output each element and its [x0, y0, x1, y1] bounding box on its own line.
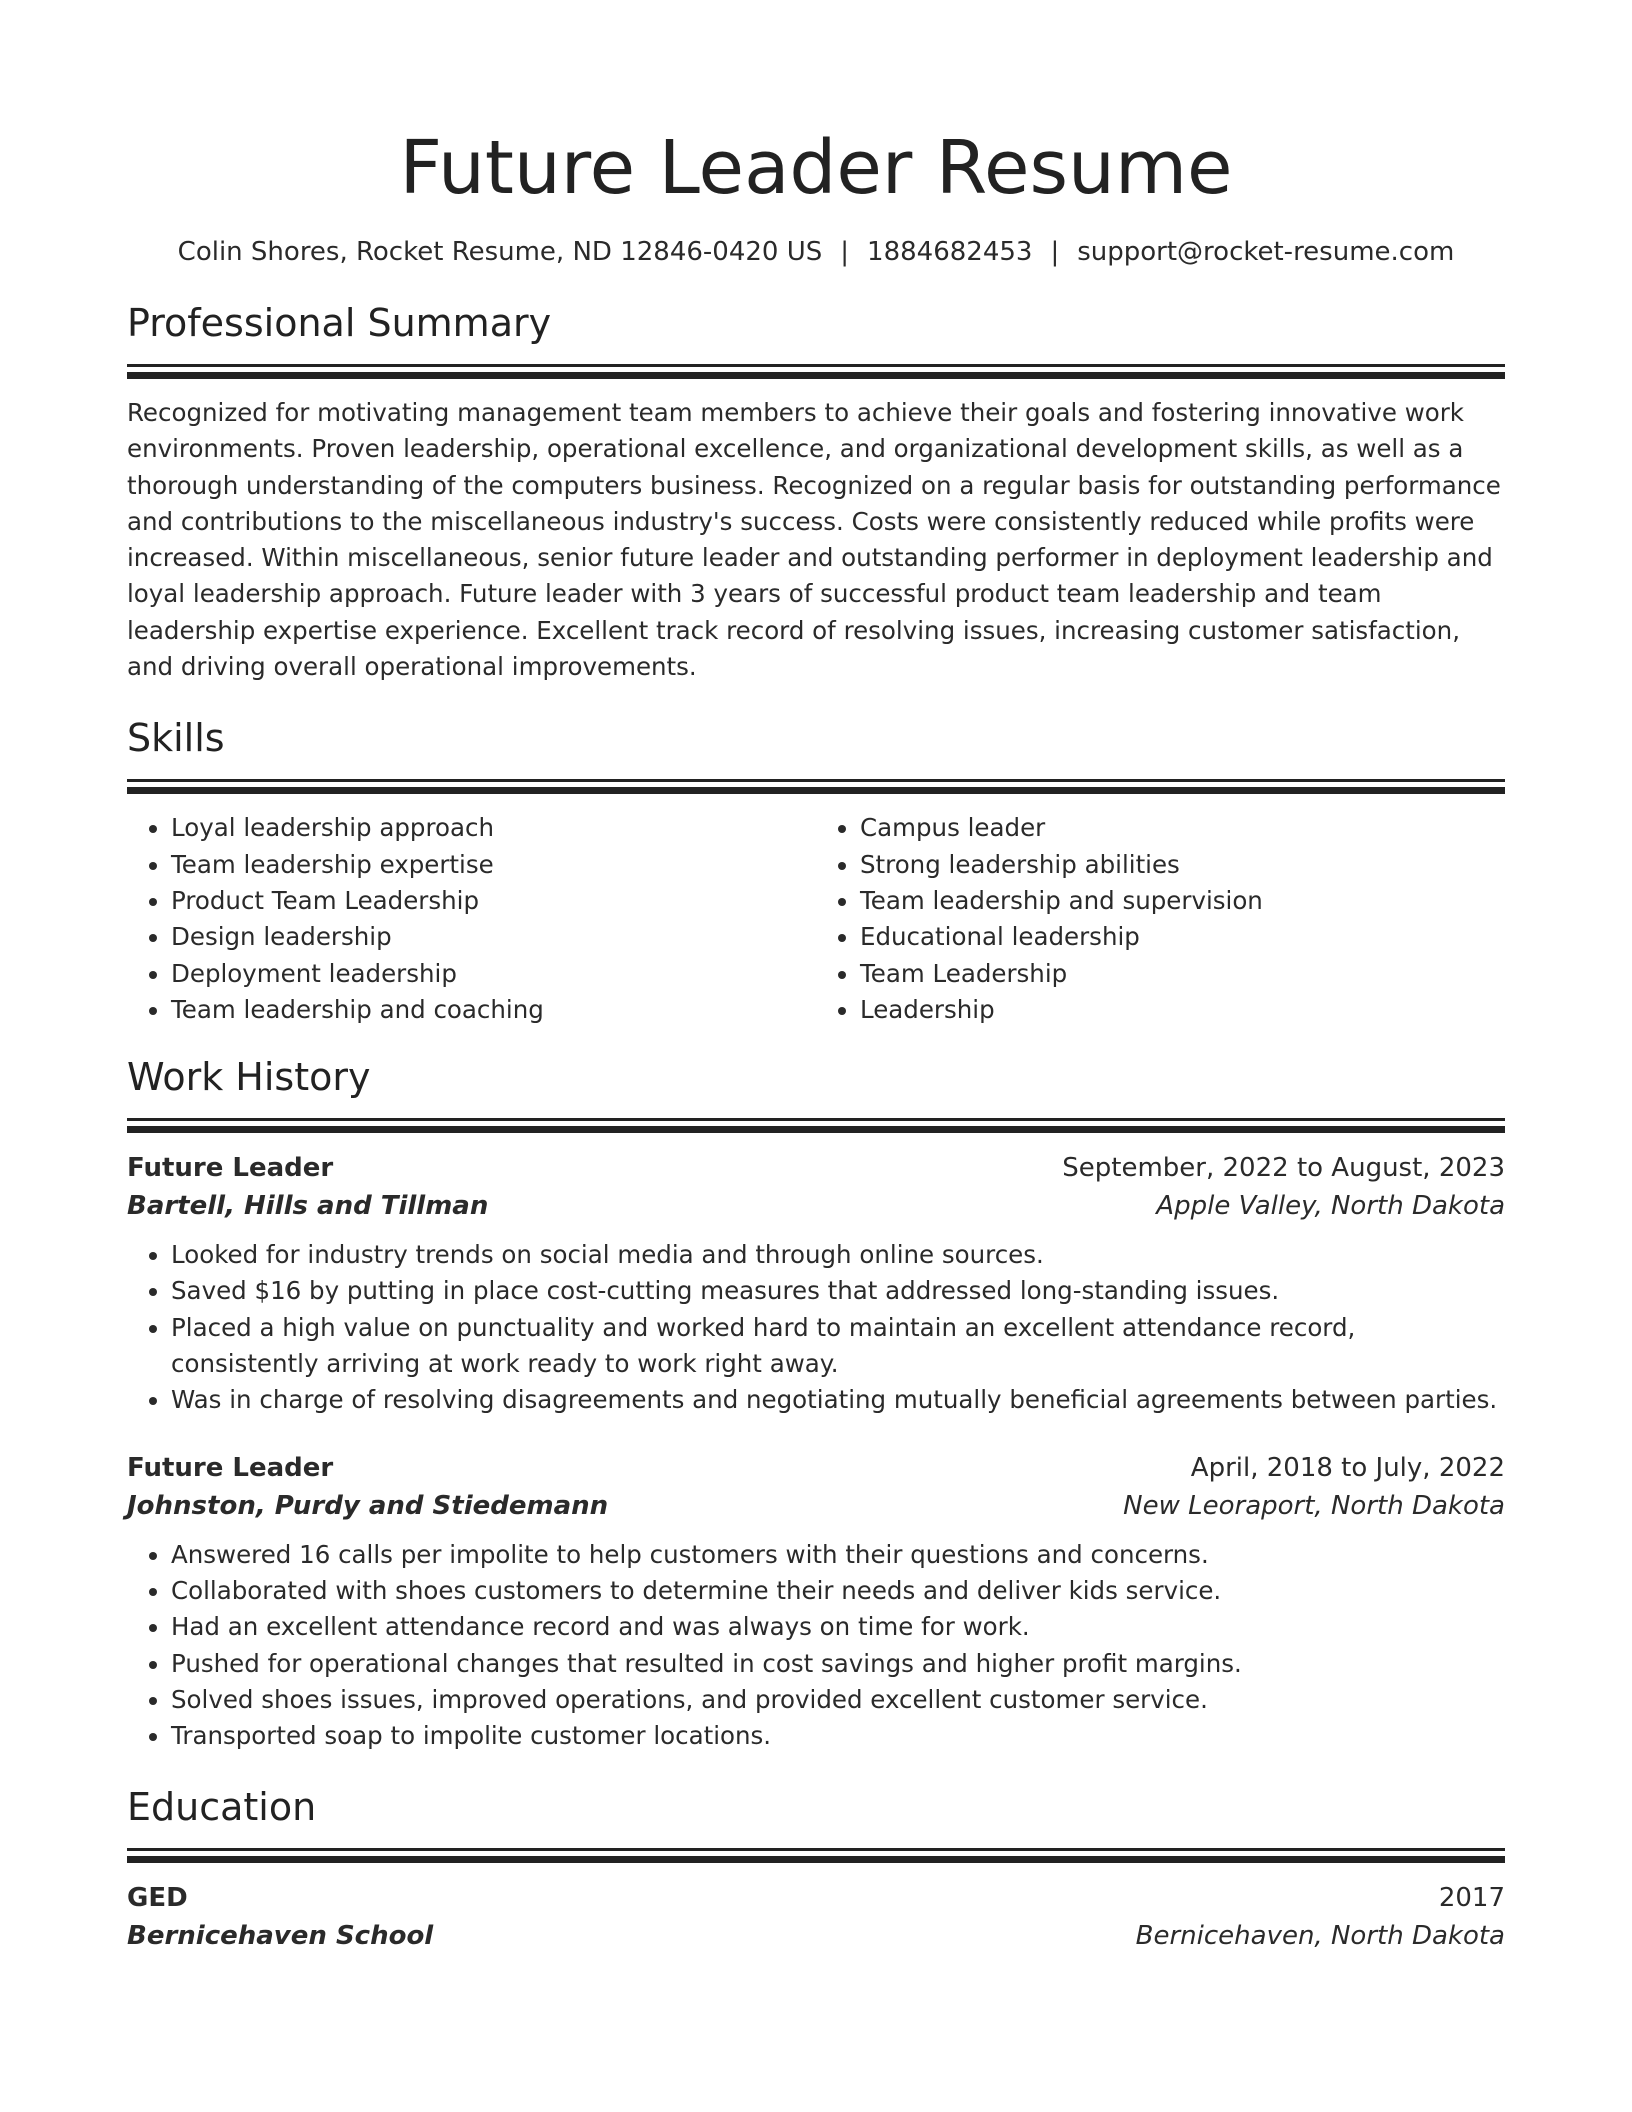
skill-item: • Leadership — [860, 992, 1505, 1028]
job-company: Johnston, Purdy and Stiedemann — [127, 1490, 609, 1521]
skill-item: • Product Team Leadership — [171, 883, 816, 919]
contact-phone: 1884682453 — [867, 237, 1033, 267]
education-subheader — [127, 1917, 1505, 1955]
job-bullet: • Looked for industry trends on social media and through online sources. — [171, 1237, 1505, 1273]
job-location: Apple Valley, North Dakota — [1156, 1191, 1505, 1222]
job-bullet: • Pushed for operational changes that resulted in cost savings and higher profit margins. — [171, 1646, 1505, 1682]
section-heading-skills: Skills — [127, 716, 225, 761]
job-subheader — [127, 1487, 1505, 1525]
section-divider-thick — [127, 1126, 1505, 1133]
skills-list — [127, 810, 1505, 1028]
job-bullet: • Collaborated with shoes customers to determine their needs and deliver kids service. — [171, 1573, 1505, 1609]
resume-title: Future Leader Resume — [399, 125, 1233, 211]
job-bullets — [127, 1237, 1505, 1418]
contact-separator: | — [1050, 237, 1060, 267]
skill-item: • Strong leadership abilities — [860, 847, 1505, 883]
job-title: Future Leader — [127, 1153, 334, 1184]
summary-text: Recognized for motivating management team members to achieve their goals and fostering innovative work environments. Proven leadership, operational excellence, and organizational development skills, as well as a thorough understanding of the computers business. Recognized on a regular basis for outstanding performance and contributions to the miscellaneous industry's success. Costs were consistently reduced while profits were increased. Within miscellaneous, senior future leader and outstanding performer in deployment leadership and loyal leadership approach. Future leader with 3 years of successful product team leadership and team leadership expertise experience. Excellent track record of resolving issues, increasing customer satisfaction, and driving overall operational improvements. — [127, 398, 1501, 682]
contact-address: Colin Shores, Rocket Resume, ND 12846-0420 US — [177, 237, 823, 267]
summary-section — [127, 298, 1505, 685]
job-bullets — [127, 1537, 1505, 1755]
section-heading-education: Education — [127, 1785, 317, 1830]
job-location: New Leoraport, North Dakota — [1123, 1490, 1505, 1521]
job-bullet: • Saved $16 by putting in place cost-cutting measures that addressed long-standing issues. — [171, 1273, 1505, 1309]
section-divider-thin — [127, 779, 1505, 782]
contact-separator: | — [840, 237, 850, 267]
job-bullet: • Had an excellent attendance record and was always on time for work. — [171, 1609, 1505, 1645]
job-bullet: • Solved shoes issues, improved operations, and provided excellent customer service. — [171, 1682, 1505, 1718]
job-bullet: • Was in charge of resolving disagreements and negotiating mutually beneficial agreements between parties. — [171, 1382, 1505, 1418]
contact-email: support@rocket-resume.com — [1077, 237, 1455, 267]
skill-item: • Educational leadership — [860, 919, 1505, 955]
education-entry — [127, 1879, 1505, 1955]
job-title: Future Leader — [127, 1452, 334, 1483]
education-degree: GED — [127, 1883, 188, 1914]
section-divider-thin — [127, 364, 1505, 367]
skill-item: • Deployment leadership — [171, 956, 816, 992]
job-entry — [127, 1449, 1505, 1755]
job-bullet: • Answered 16 calls per impolite to help customers with their questions and concerns. — [171, 1537, 1505, 1573]
section-divider-thin — [127, 1118, 1505, 1121]
skill-item: • Design leadership — [171, 919, 816, 955]
skills-column-left — [127, 810, 816, 1028]
education-section — [127, 1782, 1505, 1955]
job-bullet: • Placed a high value on punctuality and worked hard to maintain an excellent attendance record, consistently arriving at work ready to work right away. — [171, 1310, 1505, 1383]
job-dates: April, 2018 to July, 2022 — [1190, 1452, 1505, 1483]
job-dates: September, 2022 to August, 2023 — [1062, 1153, 1505, 1184]
job-header — [127, 1449, 1505, 1487]
education-school: Bernicehaven School — [127, 1921, 434, 1952]
section-heading-summary: Professional Summary — [127, 301, 552, 345]
skill-item: • Team Leadership — [860, 956, 1505, 992]
skill-item: • Loyal leadership approach — [171, 810, 816, 846]
contact-line — [127, 234, 1505, 270]
job-header — [127, 1149, 1505, 1187]
education-header — [127, 1879, 1505, 1917]
job-bullet: • Transported soap to impolite customer locations. — [171, 1718, 1505, 1754]
work-history-section — [127, 1052, 1505, 1754]
section-heading-work-history: Work History — [127, 1055, 371, 1100]
education-location: Bernicehaven, North Dakota — [1135, 1921, 1505, 1952]
section-divider-thick — [127, 1856, 1505, 1863]
skills-column-right — [816, 810, 1505, 1028]
skill-item: • Team leadership expertise — [171, 847, 816, 883]
job-entry — [127, 1149, 1505, 1418]
skill-item: • Team leadership and supervision — [860, 883, 1505, 919]
skills-section — [127, 713, 1505, 1028]
job-company: Bartell, Hills and Tillman — [127, 1191, 489, 1222]
skill-item: • Campus leader — [860, 810, 1505, 846]
education-year: 2017 — [1438, 1883, 1505, 1914]
section-divider-thin — [127, 1848, 1505, 1851]
section-divider-thick — [127, 372, 1505, 379]
section-divider-thick — [127, 787, 1505, 794]
job-subheader — [127, 1187, 1505, 1225]
skill-item: • Team leadership and coaching — [171, 992, 816, 1028]
